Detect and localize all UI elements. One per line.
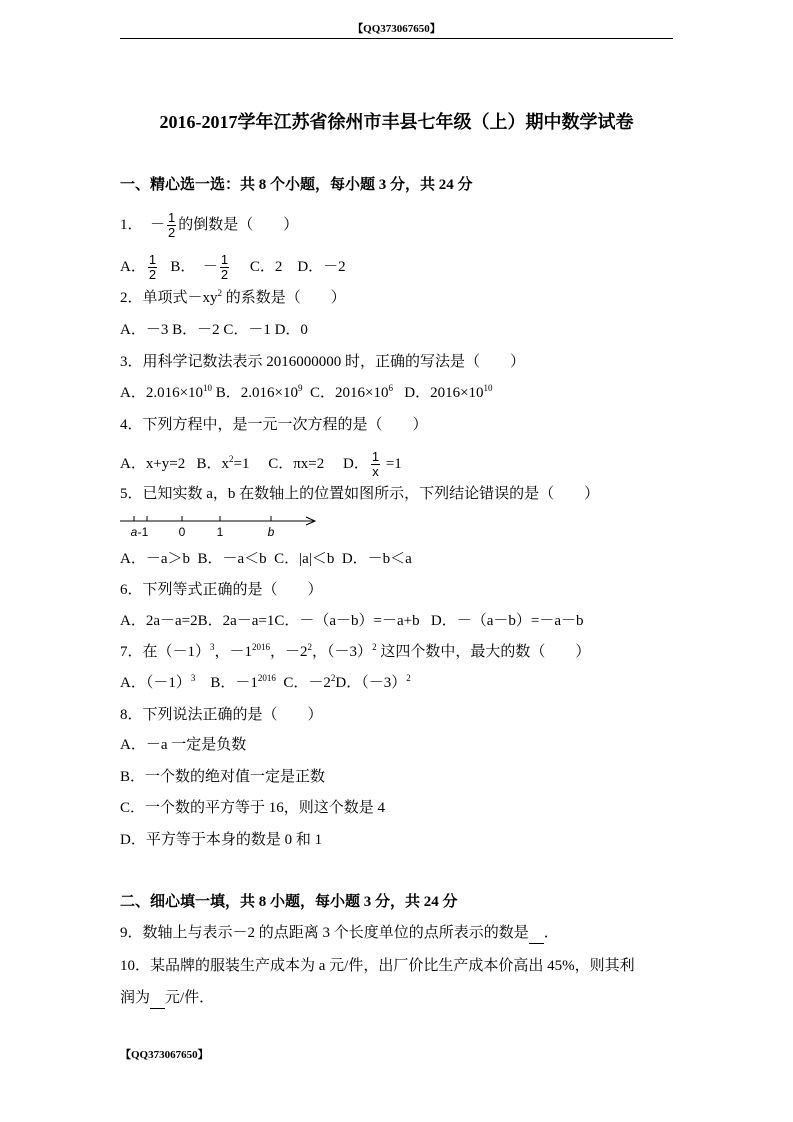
text-line (120, 956, 635, 976)
text-run: ，－2 (270, 644, 308, 660)
text-line (120, 211, 298, 240)
text-run: 元/件． (165, 990, 215, 1006)
text-run: D．2016×10 (392, 385, 484, 401)
superscript: 2 (406, 673, 411, 683)
text-run: B．2.016×10 (212, 385, 299, 401)
tick-label: a (130, 525, 138, 539)
text-run: C．2016×10 (302, 385, 389, 401)
text-run: 润为 (120, 990, 151, 1006)
superscript: 2 (229, 453, 234, 464)
page-header: 【QQ373067650】 (352, 23, 441, 35)
text-line (120, 673, 411, 693)
superscript: 10 (483, 383, 493, 393)
fraction (371, 450, 380, 479)
text-line (120, 611, 584, 631)
text-run: 8．下列说法正确的是（ ） (120, 707, 323, 723)
text-run: B．一个数的绝对值一定是正数 (120, 769, 326, 785)
text-run: 5．已知实数 a，b 在数轴上的位置如图所示，下列结论错误的是（ ） (120, 486, 600, 502)
text-line (120, 988, 214, 1009)
text-run: C．－2 (275, 675, 331, 691)
fraction (148, 253, 157, 282)
superscript: 3 (190, 673, 196, 683)
superscript: 2 (372, 642, 377, 652)
text-run: 1． － (120, 216, 166, 233)
header-rule (120, 38, 673, 39)
fraction-part: 2 (220, 267, 229, 282)
tick-label: -1 (137, 525, 149, 539)
text-run: A． (120, 258, 146, 275)
text-run: B．－1 (195, 675, 258, 691)
fraction-part: 1 (220, 252, 229, 267)
text-run: B． － (159, 258, 218, 275)
superscript: 9 (298, 383, 303, 393)
text-run: A．2a－a=2B．2a－a=1C．－（a－b）=－a+b D．－（a－b）=－a－b (120, 613, 584, 629)
tick-label: 0 (178, 525, 186, 539)
text-run: D．（－3） (335, 675, 407, 691)
text-run: A．－a 一定是负数 (120, 737, 247, 753)
text-line (120, 549, 412, 569)
text-line (120, 830, 322, 850)
text-run: 二、细心填一填，共 8 小题，每小题 3 分，共 24 分 (120, 894, 458, 910)
text-run: A．－3 B．－2 C．－1 D．0 (120, 322, 308, 338)
text-run: ． (543, 925, 559, 941)
fraction-part: 1 (168, 210, 176, 225)
text-run: ，－1 (214, 644, 253, 660)
text-line (120, 798, 385, 818)
superscript: 2 (307, 642, 313, 652)
text-run: 3．用科学记数法表示 2016000000 时，正确的写法是（ ） (120, 354, 526, 370)
fraction-part: 2 (148, 267, 157, 282)
text-line (120, 767, 325, 787)
fraction-part: 1 (148, 252, 157, 267)
tick-label: 1 (216, 525, 224, 539)
text-run: 一、精心选一选：共 8 个小题，每小题 3 分，共 24 分 (120, 177, 473, 193)
fraction (167, 211, 176, 240)
text-run: 的系数是（ ） (222, 290, 346, 306)
text-run: 6．下列等式正确的是（ ） (120, 582, 323, 598)
text-line (120, 450, 402, 479)
fraction-part: 1 (371, 449, 380, 464)
superscript: 2016 (252, 642, 271, 652)
section-heading (120, 892, 458, 912)
superscript: 3 (210, 642, 215, 652)
text-line (120, 415, 428, 435)
text-line (120, 642, 590, 662)
text-run: ，（－3） (312, 644, 373, 660)
text-line (120, 580, 323, 600)
page-title: 2016-2017学年江苏省徐州市丰县七年级（上）期中数学试卷 (159, 112, 634, 132)
text-run: 7．在（－1） (120, 644, 211, 660)
text-run: 4．下列方程中，是一元一次方程的是（ ） (120, 417, 428, 433)
text-line (120, 923, 559, 944)
number-line-figure (120, 512, 320, 542)
answer-blank (150, 988, 165, 1009)
text-run: D．平方等于本身的数是 0 和 1 (120, 832, 323, 848)
text-run: A．x+y=2 B．x (120, 455, 230, 472)
superscript: 10 (203, 383, 213, 393)
section-heading (120, 175, 473, 195)
text-line (120, 383, 493, 403)
text-run: C．一个数的平方等于 16，则这个数是 4 (120, 800, 386, 816)
text-line (120, 735, 246, 755)
text-run: 这四个数中，最大的数（ ） (376, 644, 591, 660)
text-run: =1 C．πx=2 D． (233, 455, 369, 472)
text-run: 9．数轴上与表示－2 的点距离 3 个长度单位的点所表示的数是 (120, 925, 529, 941)
tick-label: b (267, 525, 275, 539)
answer-blank (529, 923, 544, 944)
fraction-part: x (372, 464, 379, 479)
text-line (120, 705, 323, 725)
fraction (220, 253, 229, 282)
fraction-part: 2 (168, 225, 176, 240)
superscript: 2 (330, 673, 336, 683)
text-run: 2．单项式－xy (120, 290, 218, 306)
text-line (120, 484, 599, 504)
superscript: 2016 (257, 673, 276, 683)
text-line (120, 320, 308, 340)
text-run: =1 (382, 455, 402, 472)
superscript: 6 (388, 383, 393, 393)
text-run: C．2 D．－2 (231, 258, 346, 275)
page-footer: 【QQ373067650】 (120, 1049, 209, 1061)
text-line (120, 253, 346, 282)
text-run: A．－a＞b B．－a＜b C．|a|＜b D．－b＜a (120, 551, 412, 567)
text-run: A．（－1） (120, 675, 191, 691)
text-line (120, 288, 346, 308)
text-line (120, 352, 525, 372)
superscript: 2 (217, 288, 223, 298)
text-run: A．2.016×10 (120, 385, 204, 401)
text-run: 10．某品牌的服装生产成本为 a 元/件，出厂价比生产成本价高出 45%，则其利 (120, 958, 635, 974)
text-run: 的倒数是（ ） (178, 216, 299, 233)
